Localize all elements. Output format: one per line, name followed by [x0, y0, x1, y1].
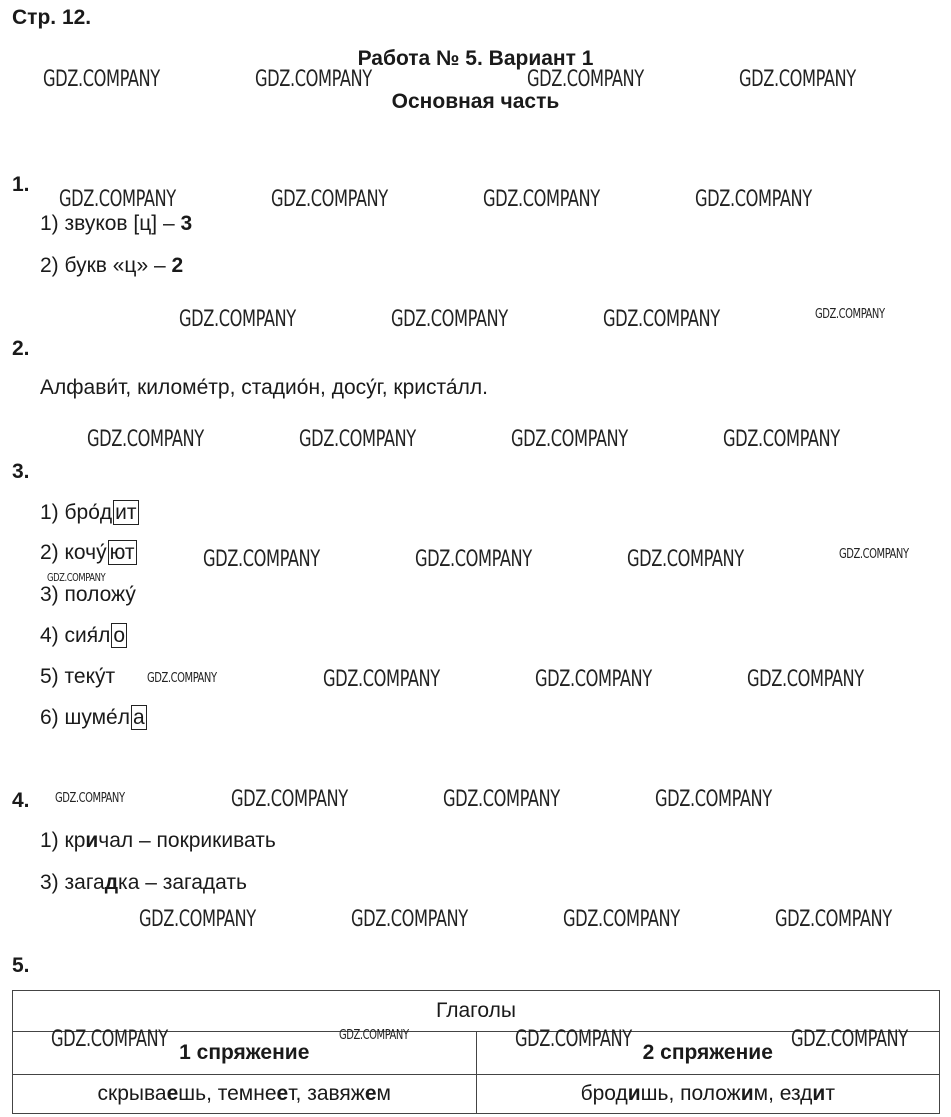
task-1-number: 1. — [12, 173, 30, 196]
task-3-item: 5) теку́т — [40, 665, 116, 688]
work-title: Работа № 5. Вариант 1 — [357, 47, 594, 70]
watermark: GDZ.COMPANY — [323, 667, 440, 692]
watermark: GDZ.COMPANY — [563, 907, 680, 932]
task-4-number: 4. — [12, 789, 30, 812]
watermark: GDZ.COMPANY — [47, 571, 106, 584]
task-3-item: 6) шуме́л а — [40, 706, 145, 729]
watermark: GDZ.COMPANY — [87, 427, 204, 452]
watermark: GDZ.COMPANY — [391, 307, 508, 332]
watermark: GDZ.COMPANY — [483, 187, 600, 212]
watermark: GDZ.COMPANY — [271, 187, 388, 212]
task-3-item: 3) положу́ — [40, 583, 136, 606]
watermark: GDZ.COMPANY — [351, 907, 468, 932]
task-1-line-2: 2) букв «ц» – 2 — [40, 254, 184, 277]
conjugation-2-words: бродишь, положим, ездит — [476, 1075, 940, 1114]
conjugation-1-words: скрываешь, темнеет, завяжем — [13, 1075, 477, 1114]
task-2-number: 2. — [12, 337, 30, 360]
task-3-number: 3. — [12, 460, 30, 483]
watermark: GDZ.COMPANY — [527, 67, 644, 92]
column-header-2: 2 спряжение — [476, 1032, 940, 1075]
watermark: GDZ.COMPANY — [695, 187, 812, 212]
watermark: GDZ.COMPANY — [179, 307, 296, 332]
watermark: GDZ.COMPANY — [515, 1027, 632, 1052]
watermark: GDZ.COMPANY — [339, 1028, 409, 1043]
task-2-words: Алфави́т, киломе́тр, стадио́н, досу́г, криста́лл. — [40, 376, 488, 399]
watermark: GDZ.COMPANY — [839, 547, 909, 562]
watermark: GDZ.COMPANY — [415, 547, 532, 572]
ending-box: а — [133, 706, 145, 729]
page-label: Стр. 12. — [12, 6, 92, 29]
ending-box: ит — [115, 501, 137, 524]
watermark: GDZ.COMPANY — [603, 307, 720, 332]
task-3-item: 1) бро́д ит — [40, 501, 137, 524]
table-header: Глаголы — [13, 991, 940, 1032]
watermark: GDZ.COMPANY — [747, 667, 864, 692]
task-1-line-1: 1) звуков [ц] – 3 — [40, 212, 193, 235]
column-header-1: 1 спряжение — [13, 1032, 477, 1075]
watermark: GDZ.COMPANY — [791, 1027, 908, 1052]
watermark: GDZ.COMPANY — [739, 67, 856, 92]
section-title: Основная часть — [391, 90, 560, 113]
watermark: GDZ.COMPANY — [723, 427, 840, 452]
watermark: GDZ.COMPANY — [59, 187, 176, 212]
watermark: GDZ.COMPANY — [535, 667, 652, 692]
watermark: GDZ.COMPANY — [147, 671, 217, 686]
watermark: GDZ.COMPANY — [775, 907, 892, 932]
task-4-line-2: 3) загадка – загадать — [40, 871, 247, 894]
watermark: GDZ.COMPANY — [139, 907, 256, 932]
watermark: GDZ.COMPANY — [815, 307, 885, 322]
watermark: GDZ.COMPANY — [511, 427, 628, 452]
watermark: GDZ.COMPANY — [255, 67, 372, 92]
watermark: GDZ.COMPANY — [443, 787, 560, 812]
task-5-number: 5. — [12, 954, 30, 977]
task-4-line-1: 1) кричал – покрикивать — [40, 829, 276, 852]
conjugation-table — [12, 990, 940, 1114]
watermark: GDZ.COMPANY — [51, 1027, 168, 1052]
watermark: GDZ.COMPANY — [299, 427, 416, 452]
watermark: GDZ.COMPANY — [43, 67, 160, 92]
task-3-item: 2) кочу́ ют — [40, 541, 135, 564]
watermark: GDZ.COMPANY — [231, 787, 348, 812]
watermark: GDZ.COMPANY — [627, 547, 744, 572]
watermark: GDZ.COMPANY — [55, 791, 125, 806]
ending-box: ют — [109, 541, 135, 564]
ending-box: о — [113, 624, 126, 647]
watermark: GDZ.COMPANY — [655, 787, 772, 812]
watermark: GDZ.COMPANY — [203, 547, 320, 572]
task-3-item: 4) сия́л о — [40, 624, 126, 647]
